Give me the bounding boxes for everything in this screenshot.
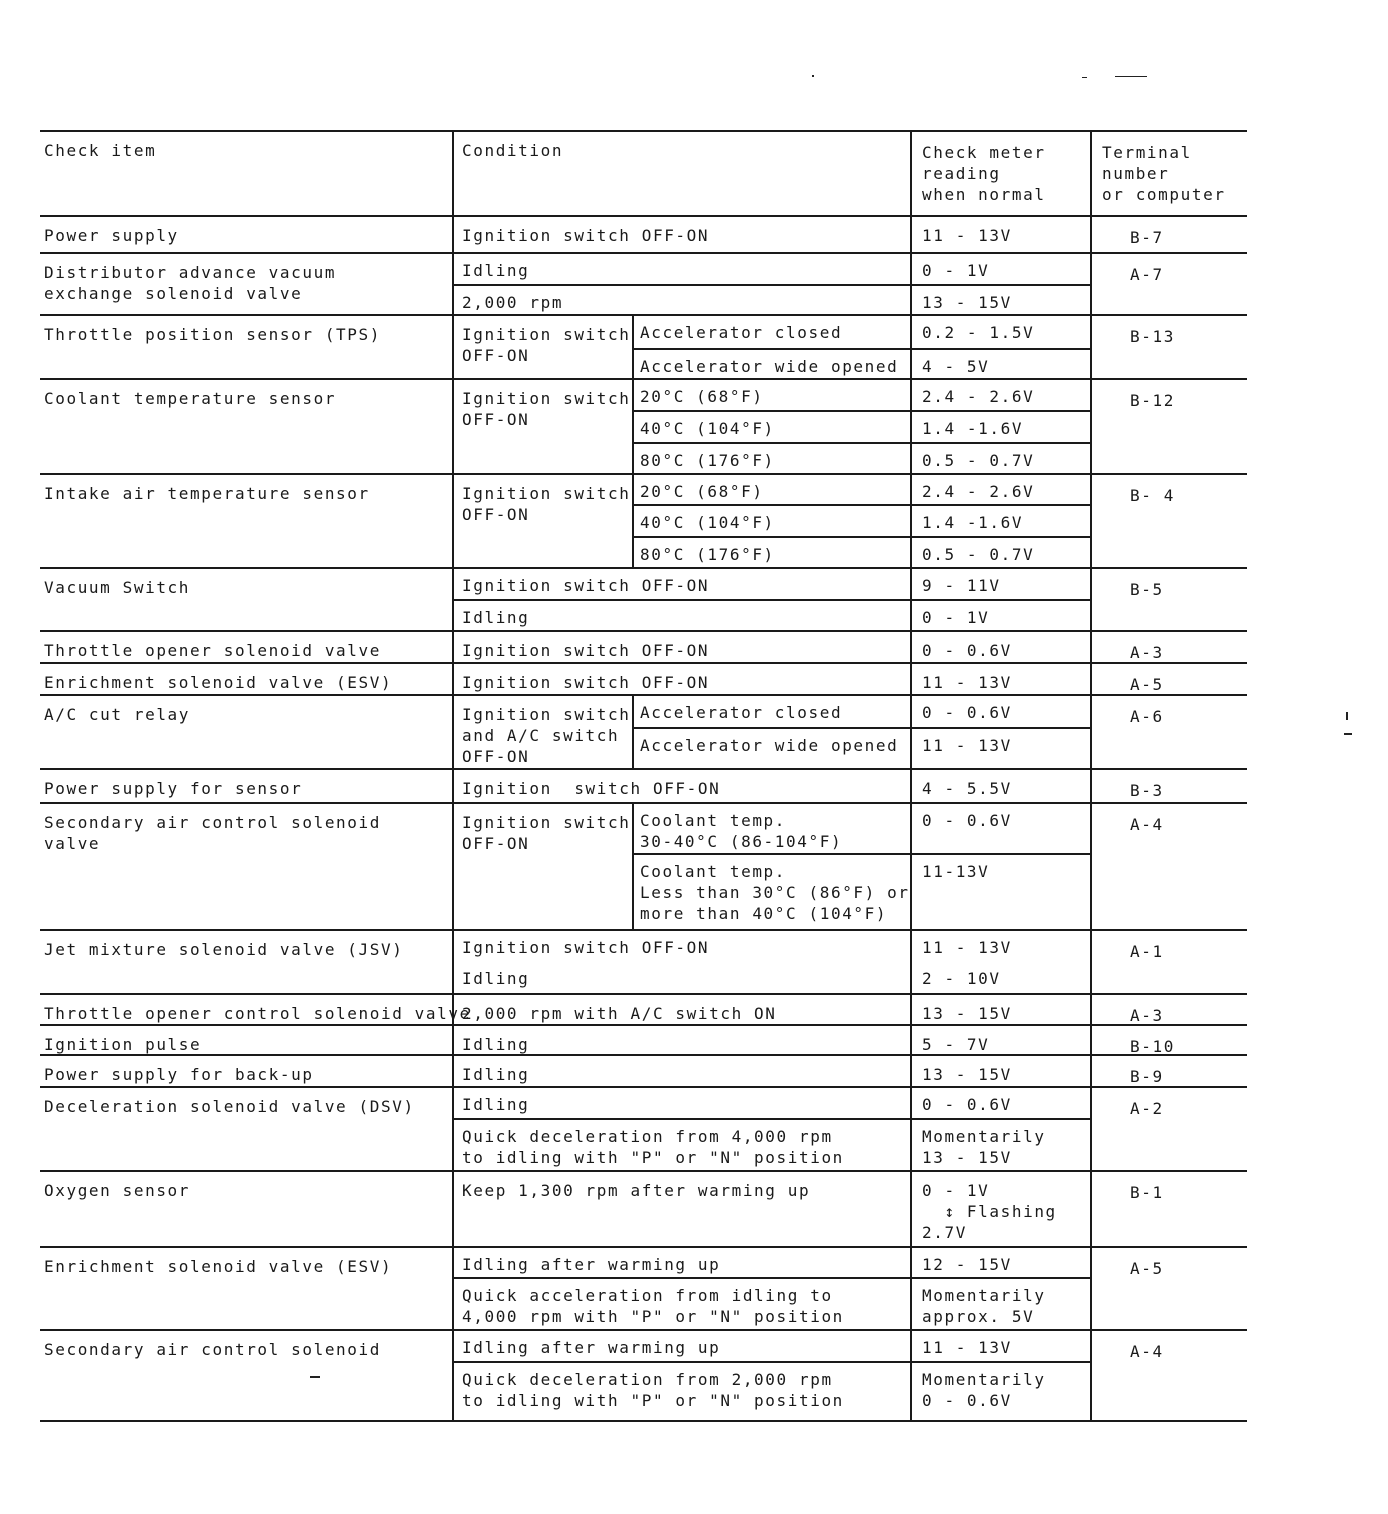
- meter-reading: 0 - 0.6V: [922, 1095, 1012, 1114]
- meter-reading: 2 - 10V: [922, 969, 1001, 988]
- meter-reading: 11 - 13V: [922, 673, 1012, 692]
- rule-vertical: [1090, 473, 1092, 567]
- condition: Idling: [462, 1035, 530, 1054]
- rule-vertical: [1090, 378, 1092, 473]
- meter-reading: 11 - 13V: [922, 226, 1012, 245]
- check-item: Power supply for sensor: [44, 779, 303, 798]
- scan-mark: [310, 1376, 320, 1378]
- rule-vertical: [1090, 1246, 1092, 1329]
- rule-horizontal: [40, 802, 1247, 804]
- rule-vertical: [452, 1054, 454, 1086]
- rule-vertical: [1090, 768, 1092, 802]
- rule-vertical: [1090, 314, 1092, 378]
- condition: Quick deceleration from 2,000 rpm to idling with "P" or "N" position: [462, 1370, 844, 1410]
- rule-horizontal: [40, 1329, 1247, 1331]
- header-terminal: Terminal number or computer: [1102, 143, 1226, 204]
- condition: Keep 1,300 rpm after warming up: [462, 1181, 811, 1200]
- rule-vertical: [632, 694, 634, 768]
- check-item: Power supply for back-up: [44, 1065, 314, 1084]
- meter-reading: 0 - 0.6V: [922, 641, 1012, 660]
- rule-horizontal: [40, 130, 1247, 132]
- terminal-number: B-3: [1130, 781, 1164, 800]
- rule-vertical: [910, 630, 912, 662]
- meter-reading: 0.2 - 1.5V: [922, 323, 1035, 342]
- rule-vertical: [1090, 252, 1092, 314]
- rule-horizontal: [632, 348, 1090, 350]
- rule-vertical: [910, 215, 912, 252]
- rule-vertical: [910, 1054, 912, 1086]
- meter-reading: 0.5 - 0.7V: [922, 451, 1035, 470]
- rule-horizontal: [452, 1361, 1090, 1363]
- meter-reading: 9 - 11V: [922, 576, 1001, 595]
- meter-reading: 1.4 -1.6V: [922, 419, 1024, 438]
- header-condition: Condition: [462, 141, 564, 160]
- meter-reading: Momentarily approx. 5V: [922, 1286, 1046, 1326]
- check-item: Throttle position sensor (TPS): [44, 325, 381, 344]
- meter-reading: Momentarily 0 - 0.6V: [922, 1370, 1046, 1410]
- check-item: Jet mixture solenoid valve (JSV): [44, 940, 404, 959]
- sub-condition: 80°C (176°F): [640, 451, 775, 470]
- rule-vertical: [910, 1329, 912, 1420]
- rule-vertical: [910, 694, 912, 768]
- rule-vertical: [1090, 662, 1092, 694]
- rule-vertical: [910, 1246, 912, 1329]
- terminal-number: B-5: [1130, 580, 1164, 599]
- rule-vertical: [452, 662, 454, 694]
- rule-vertical: [1090, 1329, 1092, 1420]
- check-item: Deceleration solenoid valve (DSV): [44, 1097, 415, 1116]
- sub-condition: 20°C (68°F): [640, 387, 764, 406]
- header-reading: Check meter reading when normal: [922, 143, 1046, 204]
- rule-vertical: [452, 1170, 454, 1246]
- rule-vertical: [910, 1024, 912, 1054]
- meter-reading: 2.4 - 2.6V: [922, 482, 1035, 501]
- rule-vertical: [452, 1024, 454, 1054]
- scan-mark: [1115, 76, 1147, 77]
- check-item: Coolant temperature sensor: [44, 389, 337, 408]
- rule-vertical: [632, 802, 634, 929]
- check-item: Secondary air control solenoid valve: [44, 813, 381, 853]
- meter-reading: 11 - 13V: [922, 938, 1012, 957]
- rule-vertical: [452, 473, 454, 567]
- scan-mark: [1346, 712, 1348, 720]
- check-item: A/C cut relay: [44, 705, 191, 724]
- header-check-item: Check item: [44, 141, 157, 160]
- rule-vertical: [910, 993, 912, 1024]
- rule-horizontal: [40, 1054, 1247, 1056]
- rule-vertical: [1090, 567, 1092, 630]
- rule-horizontal: [452, 284, 1090, 286]
- meter-reading: 12 - 15V: [922, 1255, 1012, 1274]
- check-item: Ignition pulse: [44, 1035, 202, 1054]
- rule-horizontal: [40, 1024, 1247, 1026]
- rule-vertical: [1090, 1024, 1092, 1054]
- rule-vertical: [632, 473, 634, 567]
- rule-horizontal: [632, 727, 1090, 729]
- meter-reading: 4 - 5.5V: [922, 779, 1012, 798]
- sub-condition: Accelerator closed: [640, 323, 843, 342]
- rule-vertical: [452, 252, 454, 314]
- condition: Idling: [462, 969, 530, 988]
- condition: Ignition switch OFF-ON: [462, 389, 631, 429]
- condition: 2,000 rpm: [462, 293, 564, 312]
- terminal-number: A-6: [1130, 707, 1164, 726]
- condition: Ignition switch OFF-ON: [462, 673, 710, 692]
- rule-vertical: [910, 662, 912, 694]
- meter-reading: 2.4 - 2.6V: [922, 387, 1035, 406]
- rule-vertical: [1090, 630, 1092, 662]
- rule-horizontal: [40, 1170, 1247, 1172]
- check-item: Secondary air control solenoid: [44, 1340, 381, 1359]
- rule-vertical: [1090, 993, 1092, 1024]
- meter-reading: 0 - 1V: [922, 608, 990, 627]
- condition: Idling: [462, 608, 530, 627]
- meter-reading: 0.5 - 0.7V: [922, 545, 1035, 564]
- rule-horizontal: [632, 410, 1090, 412]
- rule-horizontal: [40, 567, 1247, 569]
- condition: Ignition switch OFF-ON: [462, 641, 710, 660]
- rule-horizontal: [40, 1246, 1247, 1248]
- rule-horizontal: [452, 1277, 1090, 1279]
- rule-vertical: [452, 130, 454, 215]
- terminal-number: A-4: [1130, 1342, 1164, 1361]
- terminal-number: A-3: [1130, 643, 1164, 662]
- rule-vertical: [910, 130, 912, 215]
- terminal-number: B-13: [1130, 327, 1175, 346]
- terminal-number: A-2: [1130, 1099, 1164, 1118]
- rule-vertical: [910, 473, 912, 567]
- sub-condition: 20°C (68°F): [640, 482, 764, 501]
- sub-condition: Coolant temp. 30-40°C (86-104°F): [640, 811, 843, 851]
- check-item: Intake air temperature sensor: [44, 484, 370, 503]
- condition: Ignition switch OFF-ON: [462, 779, 721, 798]
- rule-horizontal: [40, 662, 1247, 664]
- rule-vertical: [452, 929, 454, 993]
- meter-reading: 5 - 7V: [922, 1035, 990, 1054]
- terminal-number: B-9: [1130, 1067, 1164, 1086]
- condition: Ignition switch OFF-ON: [462, 484, 631, 524]
- meter-reading: 0 - 0.6V: [922, 811, 1012, 830]
- rule-vertical: [910, 378, 912, 473]
- rule-horizontal: [40, 768, 1247, 770]
- terminal-number: A-7: [1130, 265, 1164, 284]
- condition: Idling: [462, 261, 530, 280]
- rule-horizontal: [632, 853, 1090, 855]
- condition: 2,000 rpm with A/C switch ON: [462, 1004, 777, 1023]
- rule-vertical: [910, 1170, 912, 1246]
- rule-vertical: [1090, 1170, 1092, 1246]
- rule-vertical: [1090, 1086, 1092, 1170]
- rule-horizontal: [40, 215, 1247, 217]
- sub-condition: Accelerator wide opened: [640, 736, 899, 755]
- meter-reading: 13 - 15V: [922, 1004, 1012, 1023]
- condition: Idling after warming up: [462, 1338, 721, 1357]
- rule-horizontal: [40, 993, 1247, 995]
- rule-vertical: [452, 768, 454, 802]
- rule-vertical: [452, 378, 454, 473]
- check-item: Distributor advance vacuum exchange solenoid valve: [44, 263, 337, 303]
- rule-horizontal: [40, 378, 1247, 380]
- rule-vertical: [452, 215, 454, 252]
- rule-vertical: [1090, 1054, 1092, 1086]
- scan-mark: [812, 75, 814, 77]
- check-item: Enrichment solenoid valve (ESV): [44, 1257, 393, 1276]
- rule-horizontal: [452, 1118, 1090, 1120]
- meter-reading: 0 - 1V: [922, 261, 990, 280]
- scan-mark: [1082, 77, 1087, 78]
- rule-vertical: [1090, 929, 1092, 993]
- rule-vertical: [910, 1086, 912, 1170]
- condition: Idling: [462, 1095, 530, 1114]
- condition: Ignition switch OFF-ON: [462, 813, 631, 853]
- meter-reading: 0 - 0.6V: [922, 703, 1012, 722]
- rule-horizontal: [632, 504, 1090, 506]
- terminal-number: A-5: [1130, 675, 1164, 694]
- rule-horizontal: [452, 599, 1090, 601]
- rule-vertical: [910, 768, 912, 802]
- rule-horizontal: [40, 1420, 1247, 1422]
- rule-vertical: [632, 314, 634, 378]
- rule-horizontal: [40, 314, 1247, 316]
- sub-condition: 40°C (104°F): [640, 419, 775, 438]
- sub-condition: 40°C (104°F): [640, 513, 775, 532]
- rule-horizontal: [40, 1086, 1247, 1088]
- rule-vertical: [910, 252, 912, 314]
- terminal-number: A-4: [1130, 815, 1164, 834]
- rule-vertical: [452, 314, 454, 378]
- meter-reading: 4 - 5V: [922, 357, 990, 376]
- rule-vertical: [1090, 215, 1092, 252]
- condition: Idling: [462, 1065, 530, 1084]
- check-item: Enrichment solenoid valve (ESV): [44, 673, 393, 692]
- rule-vertical: [1090, 130, 1092, 215]
- condition: Ignition switch OFF-ON: [462, 938, 710, 957]
- terminal-number: B-12: [1130, 391, 1175, 410]
- condition: Ignition switch OFF-ON: [462, 325, 631, 365]
- meter-reading: 1.4 -1.6V: [922, 513, 1024, 532]
- rule-vertical: [452, 802, 454, 929]
- terminal-number: A-1: [1130, 942, 1164, 961]
- check-item: Throttle opener solenoid valve: [44, 641, 381, 660]
- sub-condition: Accelerator wide opened: [640, 357, 899, 376]
- rule-vertical: [632, 378, 634, 473]
- meter-reading: 13 - 15V: [922, 1065, 1012, 1084]
- meter-reading: 0 - 1V ↕ Flashing 2.7V: [922, 1181, 1057, 1242]
- meter-reading: 13 - 15V: [922, 293, 1012, 312]
- meter-reading: 11 - 13V: [922, 1338, 1012, 1357]
- condition: Ignition switch and A/C switch OFF-ON: [462, 705, 631, 766]
- scan-mark: [1344, 733, 1352, 735]
- sub-condition: Accelerator closed: [640, 703, 843, 722]
- check-item: Oxygen sensor: [44, 1181, 191, 1200]
- rule-vertical: [452, 1329, 454, 1420]
- sub-condition: 80°C (176°F): [640, 545, 775, 564]
- condition: Ignition switch OFF-ON: [462, 576, 710, 595]
- rule-vertical: [910, 314, 912, 378]
- rule-horizontal: [40, 630, 1247, 632]
- condition: Quick deceleration from 4,000 rpm to idling with "P" or "N" position: [462, 1127, 844, 1167]
- meter-reading: Momentarily 13 - 15V: [922, 1127, 1046, 1167]
- meter-reading: 11-13V: [922, 862, 990, 881]
- rule-horizontal: [632, 536, 1090, 538]
- rule-vertical: [910, 929, 912, 993]
- check-item: Vacuum Switch: [44, 578, 191, 597]
- rule-horizontal: [632, 442, 1090, 444]
- rule-horizontal: [40, 252, 1247, 254]
- rule-vertical: [1090, 694, 1092, 768]
- condition: Ignition switch OFF-ON: [462, 226, 710, 245]
- terminal-number: B- 4: [1130, 486, 1175, 505]
- terminal-number: B-1: [1130, 1183, 1164, 1202]
- meter-reading: 11 - 13V: [922, 736, 1012, 755]
- rule-horizontal: [40, 929, 1247, 931]
- condition: Idling after warming up: [462, 1255, 721, 1274]
- rule-vertical: [452, 1246, 454, 1329]
- rule-vertical: [452, 630, 454, 662]
- rule-vertical: [452, 694, 454, 768]
- rule-vertical: [1090, 802, 1092, 929]
- rule-horizontal: [40, 473, 1247, 475]
- condition: Quick acceleration from idling to 4,000 rpm with "P" or "N" position: [462, 1286, 844, 1326]
- rule-horizontal: [40, 694, 1247, 696]
- check-item: Throttle opener control solenoid valve: [44, 1004, 471, 1023]
- sub-condition: Coolant temp. Less than 30°C (86°F) or more than 40°C (104°F): [640, 862, 910, 923]
- terminal-number: B-10: [1130, 1037, 1175, 1056]
- terminal-number: B-7: [1130, 228, 1164, 247]
- rule-vertical: [910, 802, 912, 929]
- rule-vertical: [452, 1086, 454, 1170]
- check-item: Power supply: [44, 226, 179, 245]
- terminal-number: A-3: [1130, 1006, 1164, 1025]
- terminal-number: A-5: [1130, 1259, 1164, 1278]
